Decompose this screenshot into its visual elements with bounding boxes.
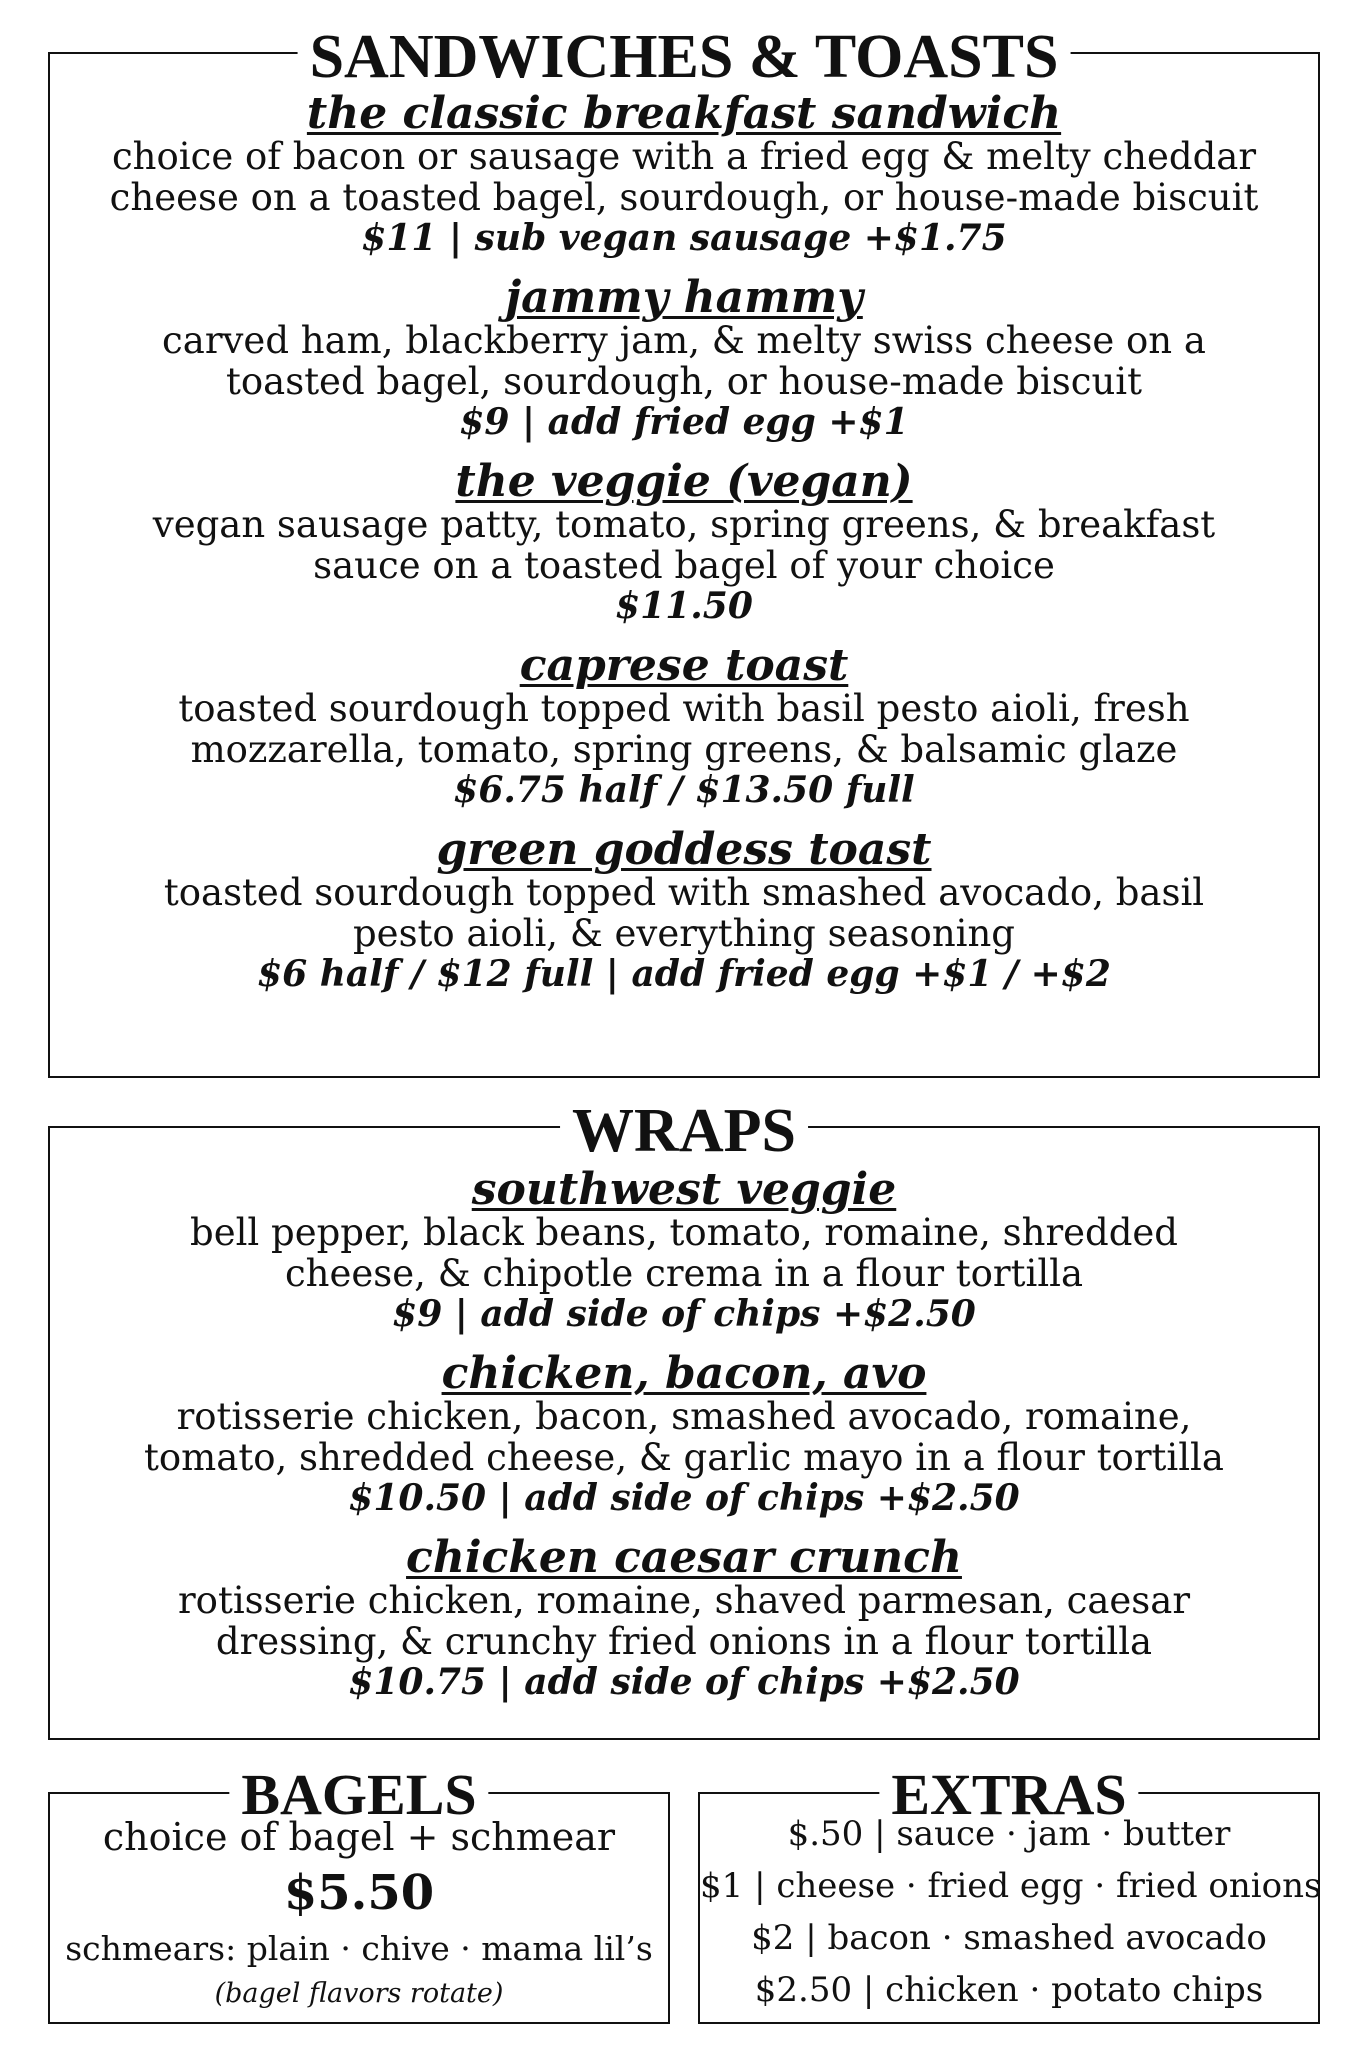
section-title-extras: EXTRAS bbox=[879, 1766, 1138, 1824]
section-title-sandwiches: SANDWICHES & TOASTS bbox=[298, 26, 1071, 88]
item-price: $10.50 | add side of chips +$2.50 bbox=[348, 1477, 1020, 1519]
item-description: pesto aioli, & everything seasoning bbox=[352, 912, 1015, 955]
item-description: sauce on a toasted bagel of your choice bbox=[313, 544, 1055, 587]
item-description: toasted sourdough topped with smashed avocado, basil bbox=[163, 871, 1205, 914]
item-description: tomato, shredded cheese, & garlic mayo in a flour tortilla bbox=[144, 1436, 1224, 1479]
item-name: caprese toast bbox=[519, 640, 849, 691]
item-description: rotisserie chicken, bacon, smashed avocado, romaine, bbox=[176, 1395, 1192, 1438]
item-price: $11.50 bbox=[615, 585, 753, 627]
bagels-section bbox=[48, 1762, 670, 2024]
item-name: the classic breakfast sandwich bbox=[306, 88, 1062, 139]
schmear-options: schmears: plain · chive · mama lil’s bbox=[65, 1929, 653, 1968]
item-price: $6.75 half / $13.50 full bbox=[453, 769, 915, 811]
extras-section bbox=[698, 1762, 1322, 2024]
extras-line: $.50 | sauce · jam · butter bbox=[787, 1814, 1231, 1854]
section-title-bagels: BAGELS bbox=[229, 1766, 488, 1824]
item-description: mozzarella, tomato, spring greens, & balsamic glaze bbox=[190, 728, 1178, 771]
menu-item bbox=[50, 824, 1318, 995]
item-name: jammy hammy bbox=[505, 272, 863, 323]
menu-item bbox=[50, 272, 1318, 443]
menu-item bbox=[50, 1532, 1318, 1703]
wraps-section bbox=[48, 1097, 1320, 1740]
menu-item bbox=[50, 456, 1318, 627]
extras-line: $2.50 | chicken · potato chips bbox=[754, 1970, 1264, 2010]
bagel-price: $5.50 bbox=[283, 1865, 435, 1921]
item-description: toasted bagel, sourdough, or house-made biscuit bbox=[226, 360, 1142, 403]
item-price: $11 | sub vegan sausage +$1.75 bbox=[361, 217, 1007, 259]
item-description: bell pepper, black beans, tomato, romaine, shredded bbox=[190, 1211, 1178, 1254]
menu-item bbox=[50, 88, 1318, 259]
item-description: cheese, & chipotle crema in a flour tortilla bbox=[284, 1252, 1084, 1295]
item-name: southwest veggie bbox=[471, 1164, 897, 1215]
item-description: dressing, & crunchy fried onions in a flour tortilla bbox=[215, 1620, 1153, 1663]
section-title-wraps: WRAPS bbox=[560, 1100, 808, 1162]
menu-item bbox=[50, 640, 1318, 811]
bagel-note: (bagel flavors rotate) bbox=[214, 1978, 504, 2009]
item-price: $10.75 | add side of chips +$2.50 bbox=[348, 1661, 1020, 1703]
item-description: rotisserie chicken, romaine, shaved parmesan, caesar bbox=[177, 1579, 1191, 1622]
item-price: $9 | add fried egg +$1 bbox=[459, 401, 909, 443]
item-description: vegan sausage patty, tomato, spring greens, & breakfast bbox=[152, 503, 1216, 546]
item-name: the veggie (vegan) bbox=[455, 456, 913, 507]
item-price: $9 | add side of chips +$2.50 bbox=[392, 1293, 976, 1335]
item-description: toasted sourdough topped with basil pesto aioli, fresh bbox=[178, 687, 1190, 730]
item-name: chicken, bacon, avo bbox=[441, 1348, 927, 1399]
menu-item bbox=[50, 1348, 1318, 1519]
sandwiches-section bbox=[48, 23, 1320, 1078]
item-name: chicken caesar crunch bbox=[406, 1532, 962, 1583]
item-price: $6 half / $12 full | add fried egg +$1 / +$2 bbox=[257, 953, 1111, 995]
extras-line: $2 | bacon · smashed avocado bbox=[751, 1918, 1267, 1958]
item-description: cheese on a toasted bagel, sourdough, or house-made biscuit bbox=[109, 176, 1259, 219]
extras-line: $1 | cheese · fried egg · fried onions bbox=[700, 1866, 1322, 1906]
bagel-description: choice of bagel + schmear bbox=[102, 1815, 616, 1859]
item-name: green goddess toast bbox=[436, 824, 932, 875]
item-description: carved ham, blackberry jam, & melty swiss cheese on a bbox=[162, 319, 1206, 362]
item-description: choice of bacon or sausage with a fried egg & melty cheddar bbox=[111, 135, 1257, 178]
menu-item bbox=[50, 1164, 1318, 1335]
